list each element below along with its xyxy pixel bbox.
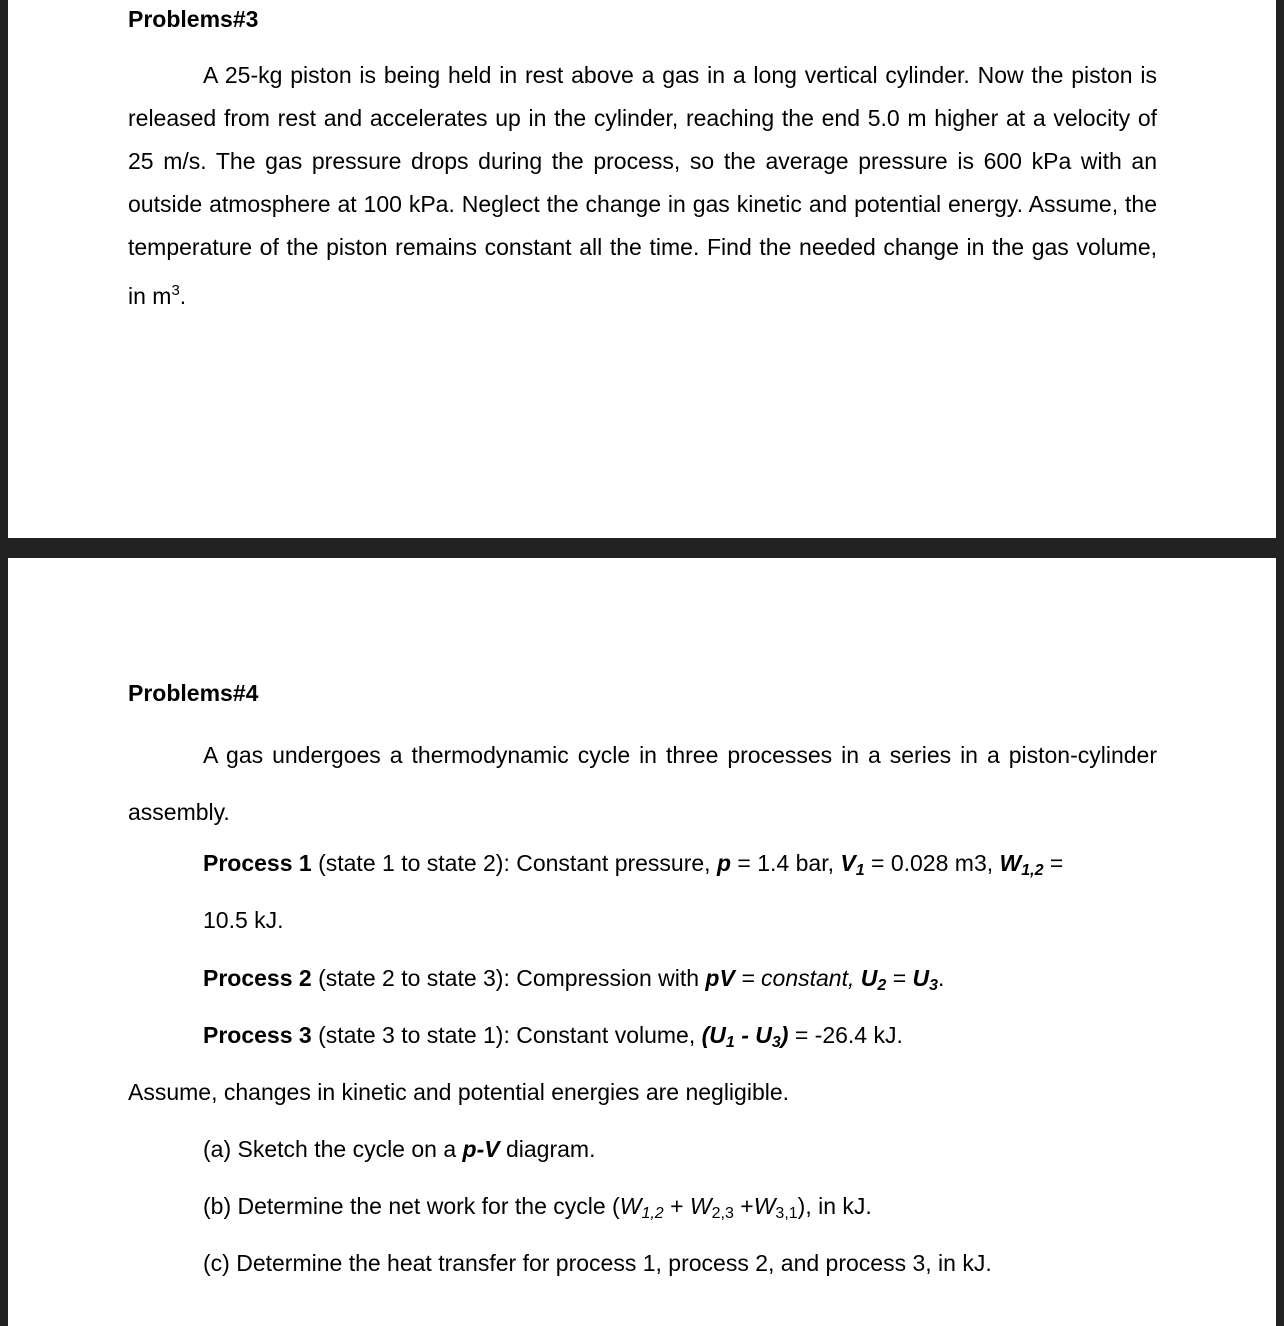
- part-b-pre: (b) Determine the net work for the cycle (: [203, 1193, 620, 1219]
- process1-w-symbol: W: [999, 850, 1022, 876]
- document-page-1: [8, 0, 1276, 538]
- problem3-end-punct: .: [179, 283, 187, 309]
- part-a: [203, 1134, 595, 1164]
- process3-expr-value: = -26.4 kJ.: [794, 1022, 903, 1048]
- process3-line: [203, 1020, 903, 1058]
- process1-label: Process 1: [203, 850, 312, 876]
- process2-u3-subscript: 3: [929, 977, 939, 994]
- process1-desc: (state 1 to state 2): Constant pressure,: [318, 850, 711, 876]
- part-b-plus1: +: [663, 1193, 690, 1219]
- process2-pv-symbol: pV: [705, 965, 735, 991]
- process2-line: [203, 963, 944, 1001]
- process3-expr-open: (U: [701, 1022, 726, 1048]
- problem3-body: A 25-kg piston is being held in rest above a gas in a long vertical cylinder. Now the piston is released from rest and accelerates up in the cylinder, reaching the end 5.0 m higher at a velocity of 25 m/s. The gas pressure drops during the process, so the average pressure is 600 kPa with an outside atmosphere at 100 kPa. Neglect the change in gas kinetic and potential energy. Assume, the temperature of the piston remains constant all the time. Find the needed change in the gas volume, in m: [128, 62, 1157, 309]
- problem3-unit-exponent: 3: [171, 282, 180, 299]
- process2-u2-subscript: 2: [877, 977, 887, 994]
- process2-u2-symbol: U: [860, 965, 878, 991]
- process2-end: .: [938, 965, 945, 991]
- part-a-pre: (a) Sketch the cycle on a: [203, 1136, 457, 1162]
- problem4-assumption: Assume, changes in kinetic and potential energies are negligible.: [128, 1079, 790, 1105]
- problem4-heading: Problems#4: [128, 680, 259, 706]
- process1-w-eq: =: [1049, 850, 1064, 876]
- problem4-intro: A gas undergoes a thermodynamic cycle in three processes in a series in a piston-cylinder assembly.: [128, 742, 1157, 825]
- process1-w-value: 10.5 kJ.: [203, 907, 284, 933]
- part-a-symbol: p-V: [462, 1136, 500, 1162]
- problem3-text: [128, 54, 1157, 318]
- problem3-heading: Problems#3: [128, 6, 259, 32]
- process1-v-value: = 0.028 m3,: [871, 850, 994, 876]
- process1-p-symbol: p: [716, 850, 732, 876]
- part-b-w1: W: [619, 1193, 642, 1219]
- part-b-post: ), in kJ.: [797, 1193, 872, 1219]
- process1-v-symbol: V: [840, 850, 856, 876]
- process2-desc: (state 2 to state 3): Compression with: [318, 965, 700, 991]
- part-b-s2: 2,3: [711, 1205, 734, 1222]
- part-b-plus2: +: [733, 1193, 754, 1219]
- process2-eq: =: [892, 965, 907, 991]
- process3-expr-sub1: 1: [725, 1034, 735, 1051]
- part-b-w3: W: [753, 1193, 776, 1219]
- process2-pv-value: = constant,: [741, 965, 855, 991]
- process3-expr-sub2: 3: [771, 1034, 781, 1051]
- part-a-post: diagram.: [505, 1136, 596, 1162]
- process3-expr-mid: - U: [734, 1022, 772, 1048]
- process2-label: Process 2: [203, 965, 312, 991]
- process1-v-subscript: 1: [855, 862, 865, 879]
- process3-label: Process 3: [203, 1022, 312, 1048]
- part-b-w2: W: [689, 1193, 712, 1219]
- process1-p-value: = 1.4 bar,: [737, 850, 834, 876]
- process3-desc: (state 3 to state 1): Constant volume,: [318, 1022, 696, 1048]
- part-b-s3: 3,1: [775, 1205, 798, 1222]
- process3-expr-close: ): [780, 1022, 789, 1048]
- part-b-s1: 1,2: [641, 1205, 664, 1222]
- process1-w-subscript: 1,2: [1021, 862, 1044, 879]
- part-b: [203, 1191, 872, 1229]
- process2-u3-symbol: U: [912, 965, 930, 991]
- process1-line: [203, 848, 1063, 886]
- part-c: (c) Determine the heat transfer for process 1, process 2, and process 3, in kJ.: [203, 1250, 992, 1276]
- document-page-2: [8, 558, 1276, 1326]
